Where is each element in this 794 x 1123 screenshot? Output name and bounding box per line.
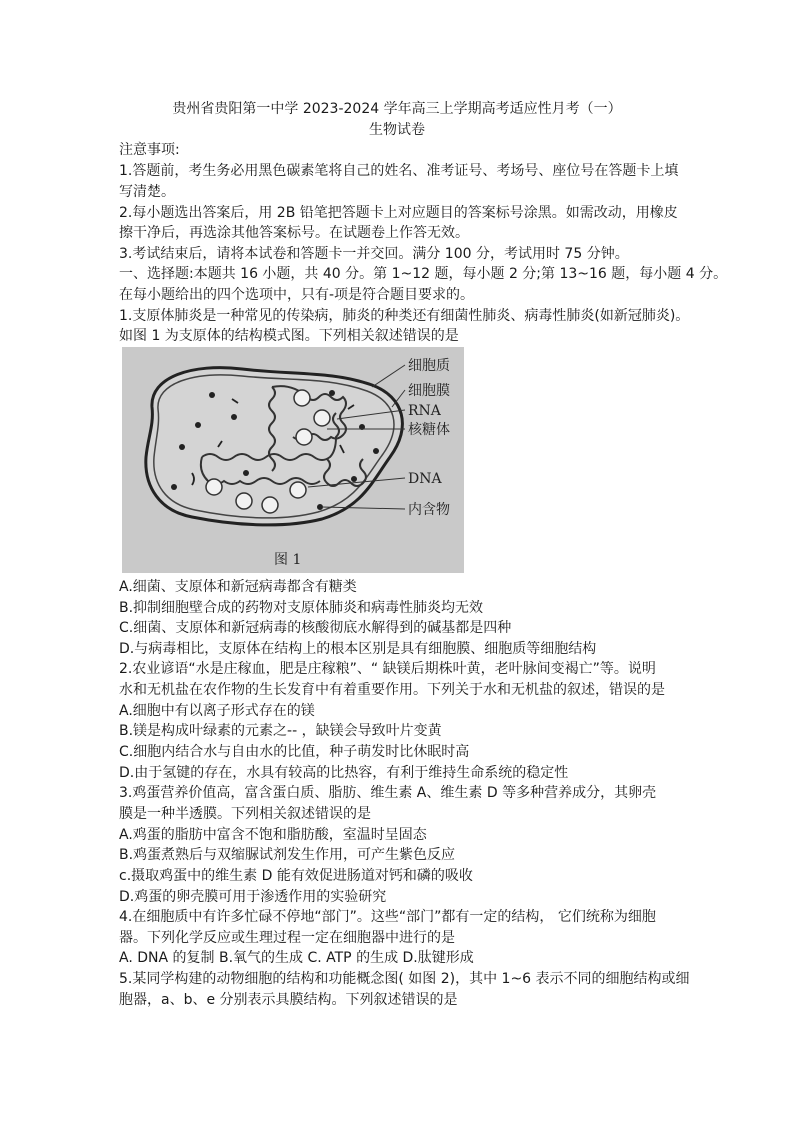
question-5-stem: 胞器，a、b、e 分别表示具膜结构。下列叙述错误的是 [119,992,458,1008]
ribosome [314,410,330,426]
question-1-stem: 1.支原体肺炎是一种常见的传染病，肺炎的种类还有细菌性肺炎、病毒性肺炎(如新冠肺炎)。 [119,308,690,324]
question-1-option-b: B.抑制细胞壁合成的药物对支原体肺炎和病毒性肺炎均无效 [119,600,484,616]
section-instruction: 在每小题给出的四个选项中，只有-项是符合题目要求的。 [119,287,475,303]
question-2-stem: 水和无机盐在农作物的生长发育中有着重要作用。下列关于水和无机盐的叙述，错误的是 [119,682,665,698]
label-rna: RNA [408,403,441,419]
section-heading: 一、选择题:本题共 16 小题，共 40 分。第 1~12 题，每小题 2 分;第 13~16 题，每小题 4 分。 [119,266,728,282]
question-2-stem: 2.农业谚语“水是庄稼血，肥是庄稼粮”、“ 缺镁后期株叶黄，老叶脉间变褐亡”等。说明 [119,661,656,677]
ribosome [206,479,222,495]
question-2-option-b: B.镁是构成叶绿素的元素之-- ，缺镁会导致叶片变黄 [119,723,442,739]
notes-heading: 注意事项: [119,142,180,158]
question-3-stem: 3.鸡蛋营养价值高，富含蛋白质、脂肪、维生素 A、维生素 D 等多种营养成分，其卵壳 [119,785,657,801]
label-dna: DNA [408,471,442,487]
question-1-option-a: A.细菌、支原体和新冠病毒都含有糖类 [119,579,357,595]
question-3-option-a: A.鸡蛋的脂肪中富含不饱和脂肪酸，室温时呈固态 [119,827,427,843]
question-4-stem: 4.在细胞质中有许多忙碌不停地“部门”。这些“部门”都有一定的结构， 它们统称为细胞 [119,909,656,925]
question-2-option-d: D.由于氢键的存在，水具有较高的比热容，有利于维持生命系统的稳定性 [119,765,569,781]
ribosome [262,497,278,513]
exam-subtitle: 生物试卷 [369,122,425,138]
ribosome [236,493,252,509]
question-4-stem: 器。下列化学反应或生理过程一定在细胞器中进行的是 [119,930,455,946]
note-line: 2.每小题选出答案后，用 2B 铅笔把答题卡上对应题目的答案标号涂黑。如需改动，用橡皮 [119,205,678,221]
question-1-stem: 如图 1 为支原体的结构模式图。下列相关叙述错误的是 [119,328,459,344]
mycoplasma-structure-figure [122,347,464,573]
mycoplasma-diagram [122,347,464,573]
question-3-option-d: D.鸡蛋的卵壳膜可用于渗透作用的实验研究 [119,889,387,905]
ribosome [294,390,310,406]
note-line: 擦干净后，再选涂其他答案标号。在试题卷上作答无效。 [119,225,469,241]
question-3-option-c: c.摄取鸡蛋中的维生素 D 能有效促进肠道对钙和磷的吸收 [119,868,473,884]
question-3-stem: 膜是一种半透膜。下列相关叙述错误的是 [119,806,371,822]
exam-title: 贵州省贵阳第一中学 2023-2024 学年高三上学期高考适应性月考（一） [172,101,622,117]
label-ribosome: 核糖体 [408,422,450,438]
note-line: 1.答题前，考生务必用黑色碳素笔将自己的姓名、准考证号、考场号、座位号在答题卡上填 [119,163,679,179]
question-2-option-a: A.细胞中有以离子形式存在的镁 [119,703,315,719]
note-line: 写清楚。 [119,184,175,200]
question-3-option-b: B.鸡蛋煮熟后与双缩脲试剂发生作用，可产生紫色反应 [119,847,456,863]
question-5-stem: 5.某同学构建的动物细胞的结构和功能概念图( 如图 2)，其中 1~6 表示不同的细胞结构或细 [119,971,690,987]
note-line: 3.考试结束后，请将本试卷和答题卡一并交回。满分 100 分，考试用时 75 分钟。 [119,246,629,262]
label-cell-membrane: 细胞膜 [408,383,450,399]
question-1-option-c: C.细菌、支原体和新冠病毒的核酸彻底水解得到的碱基都是四种 [119,620,512,636]
label-inclusion: 内含物 [408,502,450,518]
ribosome [290,482,306,498]
question-2-option-c: C.细胞内结合水与自由水的比值，种子萌发时比休眠时高 [119,744,470,760]
label-cytoplasm: 细胞质 [408,358,450,374]
figure-caption: 图 1 [274,552,302,568]
ribosome [296,429,312,445]
question-1-option-d: D.与病毒相比，支原体在结构上的根本区别是具有细胞膜、细胞质等细胞结构 [119,641,597,657]
question-4-options: A. DNA 的复制 B.氧气的生成 C. ATP 的生成 D.肽键形成 [119,950,474,966]
